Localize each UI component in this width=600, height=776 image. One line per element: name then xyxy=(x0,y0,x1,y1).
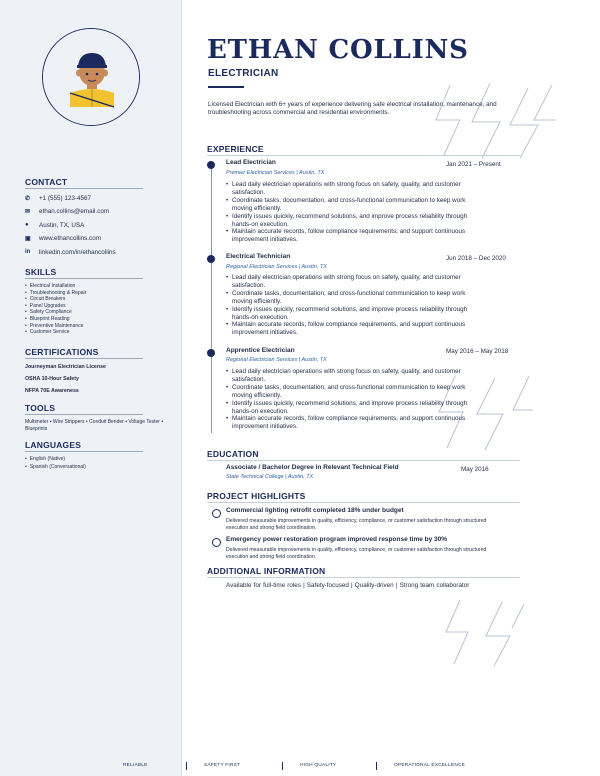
job-bullet: • Lead daily electrician operations with strong focus on safety, quality, and customer satisfaction. xyxy=(226,274,471,290)
contact-email-text: ethan.collins@email.com xyxy=(39,207,110,215)
phone-icon: ✆ xyxy=(25,195,31,202)
contact-website-text: www.ethancollins.com xyxy=(39,234,101,242)
job-bullets xyxy=(226,274,471,337)
job-bullet: • Maintain accurate records, follow compliance requirements, and support continuous improvement initiatives. xyxy=(226,321,471,337)
job-bullet: • Coordinate tasks, documentation, and cross-functional communication to keep work moving efficiently. xyxy=(226,197,471,213)
footer-item: OPERATIONAL EXCELLENCE xyxy=(394,763,466,768)
timeline-dot xyxy=(207,161,215,169)
footer-strip xyxy=(0,760,600,772)
education-divider xyxy=(207,460,520,461)
contact-divider xyxy=(25,188,143,189)
project-description: Delivered measurable improvements in quality, efficiency, compliance, or customer satisfaction through structured execution and strong field coordination. xyxy=(226,518,487,531)
experience-timeline xyxy=(211,165,212,433)
footer-item: HIGH QUALITY xyxy=(300,763,337,768)
job-bullet: • Lead daily electrician operations with strong focus on safety, quality, and customer satisfaction. xyxy=(226,181,471,197)
job-bullet: • Identify issues quickly, recommend solutions, and improve process reliability through hands-on execution. xyxy=(226,400,471,416)
project-marker-icon xyxy=(212,538,221,547)
education-date: May 2016 xyxy=(461,466,489,473)
skill-item: • Preventive Maintenance xyxy=(25,323,86,330)
experience-divider xyxy=(207,155,520,156)
job-bullet: • Coordinate tasks, documentation, and cross-functional communication to keep work moving efficiently. xyxy=(226,384,471,400)
job-company: Premier Electrician Services | Austin, TX xyxy=(226,170,325,176)
contact-linkedin[interactable] xyxy=(25,246,116,258)
tools-text: Multimeter • Wire Strippers • Conduit Bender • Voltage Tester • Blueprints xyxy=(25,419,164,432)
role-underline xyxy=(208,86,244,88)
certifications-heading: CERTIFICATIONS xyxy=(25,347,99,357)
skill-item: • Safety Compliance xyxy=(25,309,86,316)
job-bullets xyxy=(226,368,471,431)
lightning-bolt-icon xyxy=(430,80,560,160)
contact-heading: CONTACT xyxy=(25,177,68,187)
education-heading: EDUCATION xyxy=(207,449,259,459)
job-bullets xyxy=(226,181,471,244)
contact-location-text: Austin, TX, USA xyxy=(39,221,85,229)
certification-item: OSHA 10-Hour Safety xyxy=(25,376,79,382)
skills-heading: SKILLS xyxy=(25,267,57,277)
skill-item: • Troubleshooting & Repair xyxy=(25,290,86,297)
job-company: Regional Electrician Services | Austin, TX xyxy=(226,357,327,363)
footer-item: SAFETY FIRST xyxy=(204,763,241,768)
projects-heading: PROJECT HIGHLIGHTS xyxy=(207,491,306,501)
project-marker-icon xyxy=(212,509,221,518)
location-icon: ● xyxy=(25,222,29,228)
job-dates: Jun 2018 – Dec 2020 xyxy=(446,255,506,262)
job-bullet: • Maintain accurate records, follow compliance requirements, and support continuous improvement initiatives. xyxy=(226,228,471,244)
contact-linkedin-text: linkedin.com/in/ethancollins xyxy=(39,248,116,256)
additional-info: Available for full-time roles | Safety-focused | Quality-driven | Strong team collaborator xyxy=(226,582,470,589)
languages-divider xyxy=(25,451,143,452)
contact-location xyxy=(25,219,84,231)
certifications-divider xyxy=(25,358,143,359)
timeline-dot xyxy=(207,255,215,263)
language-item: • Spanish (Conversational) xyxy=(25,464,86,472)
skill-item: • Circuit Breakers xyxy=(25,296,86,303)
email-icon: ✉ xyxy=(25,208,31,215)
contact-phone-text: +1 (555) 123-4567 xyxy=(39,194,91,202)
certification-item: Journeyman Electrician License xyxy=(25,364,106,370)
skill-item: • Customer Service xyxy=(25,329,86,336)
job-title: Lead Electrician xyxy=(226,159,276,166)
job-dates: Jan 2021 – Present xyxy=(446,161,501,168)
additional-heading: ADDITIONAL INFORMATION xyxy=(207,566,326,576)
candidate-role: ELECTRICIAN xyxy=(208,68,279,79)
job-bullet: • Identify issues quickly, recommend solutions, and improve process reliability through hands-on execution. xyxy=(226,306,471,322)
footer-item: RELIABLE xyxy=(123,763,148,768)
job-title: Electrical Technician xyxy=(226,253,291,260)
project-title: Commercial lighting retrofit completed 18% under budget xyxy=(226,507,404,514)
footer-separator xyxy=(376,762,377,770)
job-company: Regional Electrician Services | Austin, TX xyxy=(226,264,327,270)
footer-separator xyxy=(282,762,283,770)
contact-phone[interactable] xyxy=(25,192,91,204)
skills-list xyxy=(25,283,86,336)
sidebar xyxy=(0,0,182,776)
job-dates: May 2016 – May 2018 xyxy=(446,348,509,355)
professional-summary: Licensed Electrician with 6+ years of experience delivering safe electrical installation, maintenance, and troubleshooting across commercial and residential environments. xyxy=(208,101,497,117)
avatar-illustration-icon xyxy=(43,29,140,126)
lightning-bolt-icon xyxy=(440,596,530,668)
experience-heading: EXPERIENCE xyxy=(207,144,264,154)
skill-item: • Panel Upgrades xyxy=(25,303,86,310)
website-icon: ▣ xyxy=(25,235,31,242)
job-bullet: • Coordinate tasks, documentation, and cross-functional communication to keep work moving efficiently. xyxy=(226,290,471,306)
project-title: Emergency power restoration program improved response time by 30% xyxy=(226,536,448,543)
contact-email[interactable] xyxy=(25,205,109,217)
avatar xyxy=(42,28,140,126)
contact-website[interactable] xyxy=(25,232,101,244)
tools-divider xyxy=(25,414,143,415)
footer-separator xyxy=(186,762,187,770)
job-bullet: • Identify issues quickly, recommend solutions, and improve process reliability through hands-on execution. xyxy=(226,213,471,229)
candidate-name: ETHAN COLLINS xyxy=(207,35,469,65)
job-bullet: • Lead daily electrician operations with strong focus on safety, quality, and customer satisfaction. xyxy=(226,368,471,384)
timeline-dot xyxy=(207,349,215,357)
skill-item: • Blueprint Reading xyxy=(25,316,86,323)
skill-item: • Electrical Installation xyxy=(25,283,86,290)
language-item: • English (Native) xyxy=(25,456,86,464)
languages-heading: LANGUAGES xyxy=(25,440,82,450)
skills-divider xyxy=(25,278,143,279)
certification-item: NFPA 70E Awareness xyxy=(25,388,79,394)
tools-heading: TOOLS xyxy=(25,403,56,413)
additional-divider xyxy=(207,577,520,578)
projects-divider xyxy=(207,502,520,503)
project-description: Delivered measurable improvements in quality, efficiency, compliance, or customer satisfaction through structured execution and strong field coordination. xyxy=(226,547,487,560)
education-school: State Technical College | Austin, TX xyxy=(226,474,314,480)
job-bullet: • Maintain accurate records, follow compliance requirements, and support continuous improvement initiatives. xyxy=(226,415,471,431)
education-degree: Associate / Bachelor Degree in Relevant Technical Field xyxy=(226,464,399,471)
languages-list xyxy=(25,456,86,471)
linkedin-icon: in xyxy=(25,249,31,255)
job-title: Apprentice Electrician xyxy=(226,347,295,354)
